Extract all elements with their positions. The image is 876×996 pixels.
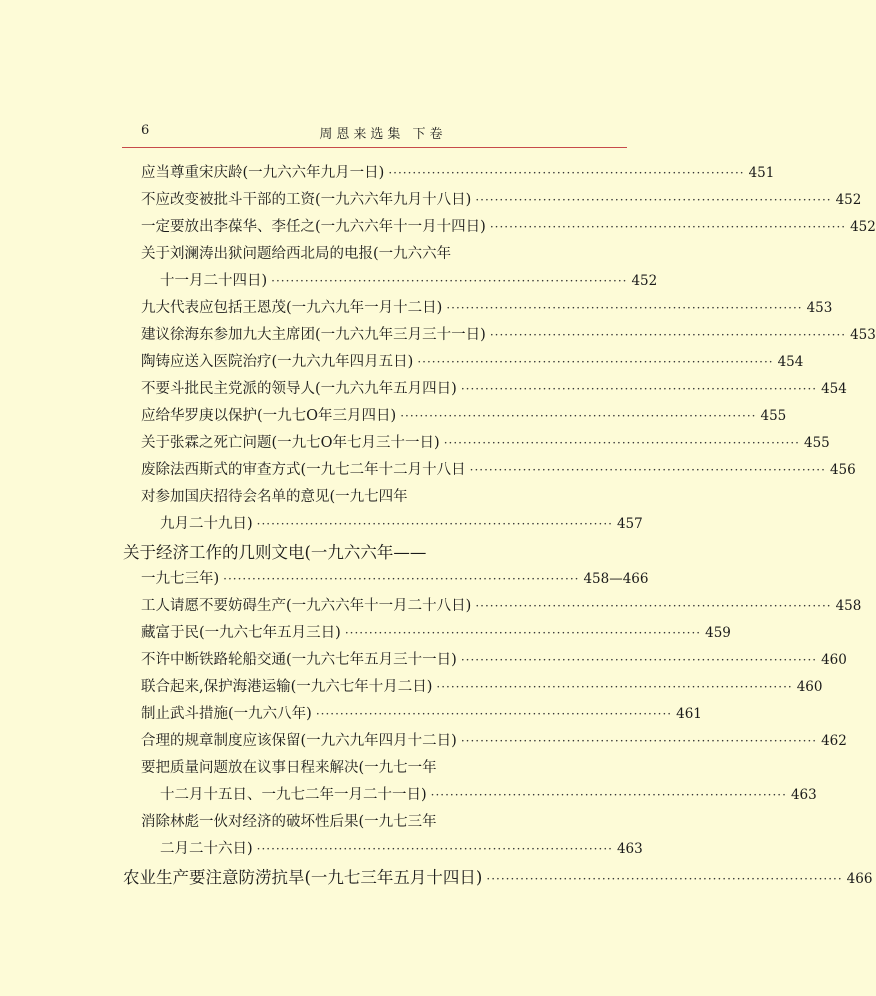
toc-entry[interactable] (141, 810, 627, 832)
toc-entry-title: 制止武斗措施(一九六八年) (141, 706, 312, 722)
toc-entry[interactable] (141, 648, 847, 670)
leader-dots: ·········································································· (271, 274, 628, 288)
leader-dots: ·········································································· (446, 301, 803, 315)
toc-entry[interactable] (141, 404, 787, 426)
toc-entry-title: 九大代表应包括王恩茂(一九六九年一月十二日) (141, 300, 443, 316)
toc-entry[interactable] (141, 756, 627, 778)
toc-entry[interactable] (141, 485, 627, 507)
toc-entry-title: 十二月十五日、一九七二年一月二十一日) (160, 787, 427, 803)
leader-dots: ·········································································· (486, 872, 843, 886)
leader-dots: ·········································································· (256, 842, 613, 856)
toc-entry-page: 455 (760, 408, 787, 424)
toc-entry-page: 463 (790, 787, 817, 803)
toc-entry-page: 463 (616, 841, 643, 857)
toc-entry-continuation[interactable] (160, 783, 817, 805)
leader-dots: ·········································································· (469, 463, 826, 477)
toc-entry-title: 一九七三年) (141, 571, 220, 587)
toc-entry-page: 453 (850, 327, 876, 343)
toc-entry[interactable] (141, 675, 823, 697)
toc-entry[interactable] (141, 188, 862, 210)
leader-dots: ·········································································· (315, 707, 673, 721)
toc-entry-title: 二月二十六日) (160, 841, 253, 857)
toc-entry[interactable] (141, 296, 833, 318)
leader-dots: ·········································································· (223, 572, 580, 586)
toc-entry[interactable] (141, 431, 830, 453)
leader-dots: ·········································································· (417, 355, 774, 369)
toc-entry[interactable] (141, 594, 862, 616)
toc-entry-page: 458 (835, 598, 862, 614)
toc-entry-continuation[interactable] (160, 837, 643, 859)
toc-entry-title: 九月二十九日) (160, 516, 253, 532)
toc-entry-title: 对参加国庆招待会名单的意见(一九七四年 (141, 489, 408, 505)
toc-entry[interactable] (141, 242, 627, 264)
toc-entry-title: 一定要放出李葆华、李任之(一九六六年十一月十四日) (141, 219, 486, 235)
toc-entry[interactable] (141, 621, 731, 643)
toc-section-heading[interactable] (123, 864, 873, 887)
leader-dots: ·········································································· (256, 517, 613, 531)
toc-entry-continuation[interactable] (160, 269, 658, 291)
leader-dots: ·········································································· (400, 409, 757, 423)
running-header (140, 121, 626, 145)
toc-entry-page: 459 (705, 625, 731, 641)
toc-entry[interactable] (141, 161, 775, 183)
toc-entry-title: 合理的规章制度应该保留(一九六九年四月十二日) (141, 733, 457, 749)
toc-entry-page: 466 (846, 871, 873, 887)
toc-entry-page-range: 458—466 (583, 571, 649, 587)
toc-entry-title: 关于刘澜涛出狱问题给西北局的电报(一九六六年 (141, 246, 452, 262)
toc-entry[interactable] (141, 702, 702, 724)
toc-entry-page: 453 (806, 300, 833, 316)
toc-entry-title: 联合起来,保护海港运输(一九六七年十月二日) (141, 679, 433, 695)
toc-section-title: 关于经济工作的几则文电(一九六六年—— (123, 543, 427, 562)
toc-entry-page: 452 (850, 219, 876, 235)
toc-section-continuation[interactable] (141, 567, 649, 589)
leader-dots: ·········································································· (388, 166, 745, 180)
toc-entry[interactable] (141, 350, 804, 372)
leader-dots: ·········································································· (460, 653, 818, 667)
leader-dots: ·········································································· (460, 734, 818, 748)
leader-dots: ·········································································· (430, 788, 787, 802)
toc-entry-page: 457 (616, 516, 643, 532)
toc-entry-title: 藏富于民(一九六七年五月三日) (141, 625, 341, 641)
toc-entry-title: 不许中断铁路轮船交通(一九六七年五月三十一日) (141, 652, 457, 668)
toc-entry-title: 废除法西斯式的审查方式(一九七二年十二月十八日 (141, 462, 466, 478)
toc-entry[interactable] (141, 215, 876, 237)
toc-entry-title: 不应改变被批斗干部的工资(一九六六年九月十八日) (141, 192, 472, 208)
toc-entry-title: 关于张霖之死亡问题(一九七O年七月三十一日) (141, 435, 440, 451)
toc-entry-title: 应给华罗庚以保护(一九七O年三月四日) (141, 408, 397, 424)
toc-entry[interactable] (141, 377, 847, 399)
toc-entry[interactable] (141, 729, 847, 751)
toc-entry-page: 461 (676, 706, 702, 722)
toc-entry-title: 不要斗批民主党派的领导人(一九六九年五月四日) (141, 381, 457, 397)
leader-dots: ·········································································· (344, 626, 702, 640)
toc-entry-page: 452 (631, 273, 658, 289)
toc-section-heading[interactable] (123, 539, 627, 561)
leader-dots: ·········································································· (489, 220, 847, 234)
leader-dots: ·········································································· (443, 436, 800, 450)
page-number: 6 (141, 123, 150, 138)
toc-entry-page: 454 (777, 354, 804, 370)
running-title: 周恩来选集 下卷 (319, 127, 447, 142)
toc-section-title: 农业生产要注意防涝抗旱(一九七三年五月十四日) (123, 868, 483, 887)
toc-entry-page: 462 (821, 733, 847, 749)
header-rule (122, 147, 627, 148)
toc-entry-page: 460 (821, 652, 847, 668)
toc-entry-title: 陶铸应送入医院治疗(一九六九年四月五日) (141, 354, 414, 370)
toc-entry-title: 要把质量问题放在议事日程来解决(一九七一年 (141, 760, 437, 776)
toc-entry-title: 十一月二十四日) (160, 273, 268, 289)
toc-entry-title: 建议徐海东参加九大主席团(一九六九年三月三十一日) (141, 327, 486, 343)
toc-entry[interactable] (141, 323, 876, 345)
toc-entry-page: 452 (835, 192, 862, 208)
toc-entry-continuation[interactable] (160, 512, 643, 534)
leader-dots: ·········································································· (436, 680, 793, 694)
leader-dots: ·········································································· (475, 599, 832, 613)
toc-entry-page: 455 (803, 435, 830, 451)
leader-dots: ·········································································· (460, 382, 818, 396)
toc-entry-page: 454 (821, 381, 847, 397)
toc-entry-title: 应当尊重宋庆龄(一九六六年九月一日) (141, 165, 385, 181)
leader-dots: ·········································································· (475, 193, 832, 207)
leader-dots: ·········································································· (489, 328, 847, 342)
toc-entry-title: 消除林彪一伙对经济的破坏性后果(一九七三年 (141, 814, 437, 830)
toc-entry-page: 460 (796, 679, 823, 695)
toc-entry[interactable] (141, 458, 856, 480)
toc-entry-page: 456 (829, 462, 856, 478)
toc-entry-title: 工人请愿不要妨碍生产(一九六六年十一月二十八日) (141, 598, 472, 614)
toc-entry-page: 451 (748, 165, 775, 181)
